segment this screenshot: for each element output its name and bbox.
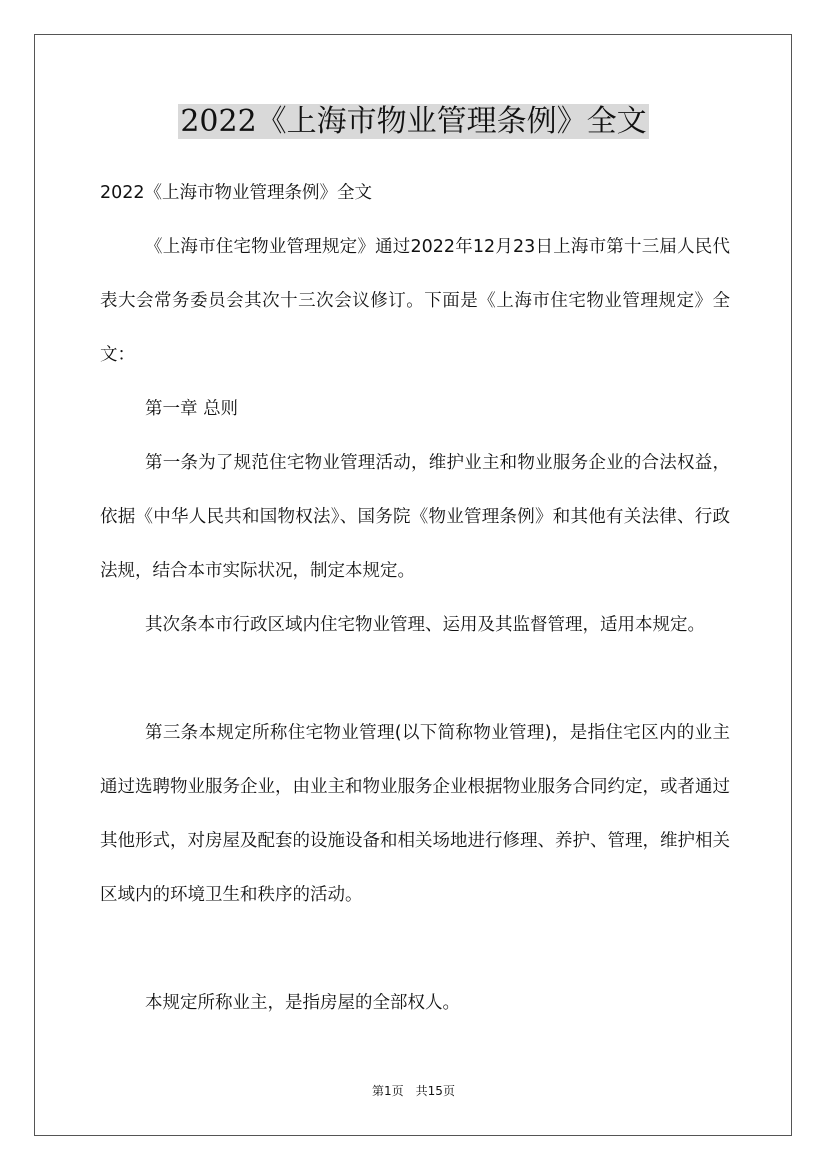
- article-3-owner-definition: 本规定所称业主，是指房屋的全部权人。: [145, 993, 460, 1013]
- page-total: 共15页: [415, 1084, 455, 1098]
- article-2: 其次条本市行政区域内住宅物业管理、运用及其监督管理，适用本规定。: [145, 615, 705, 635]
- document-title-text: 2022《上海市物业管理条例》全文: [180, 104, 647, 139]
- article-3: 第三条本规定所称住宅物业管理(以下简称物业管理)，是指住宅区内的业主通过选聘物业服务企业，由业主和物业服务企业根据物业服务合同约定，或者通过其他形式，对房屋及配套的设施设备和相关场地进行修理、养护、管理，维护相关区域内的环境卫生和秩序的活动。: [100, 723, 730, 905]
- paragraph-intro: 《上海市住宅物业管理规定》通过2022年12月23日上海市第十三届人民代表大会常务委员会其次十三次会议修订。下面是《上海市住宅物业管理规定》全文：: [100, 237, 730, 365]
- document-title: [0, 101, 827, 143]
- page-number: 第1页: [372, 1084, 404, 1098]
- page-footer: [0, 1083, 827, 1099]
- article-1: 第一条为了规范住宅物业管理活动，维护业主和物业服务企业的合法权益，依据《中华人民共和国物权法》、国务院《物业管理条例》和其他有关法律、行政法规，结合本市实际状况，制定本规定。: [100, 453, 730, 581]
- paragraph-subtitle: 2022《上海市物业管理条例》全文: [100, 183, 373, 203]
- chapter-heading: 第一章 总则: [145, 399, 239, 419]
